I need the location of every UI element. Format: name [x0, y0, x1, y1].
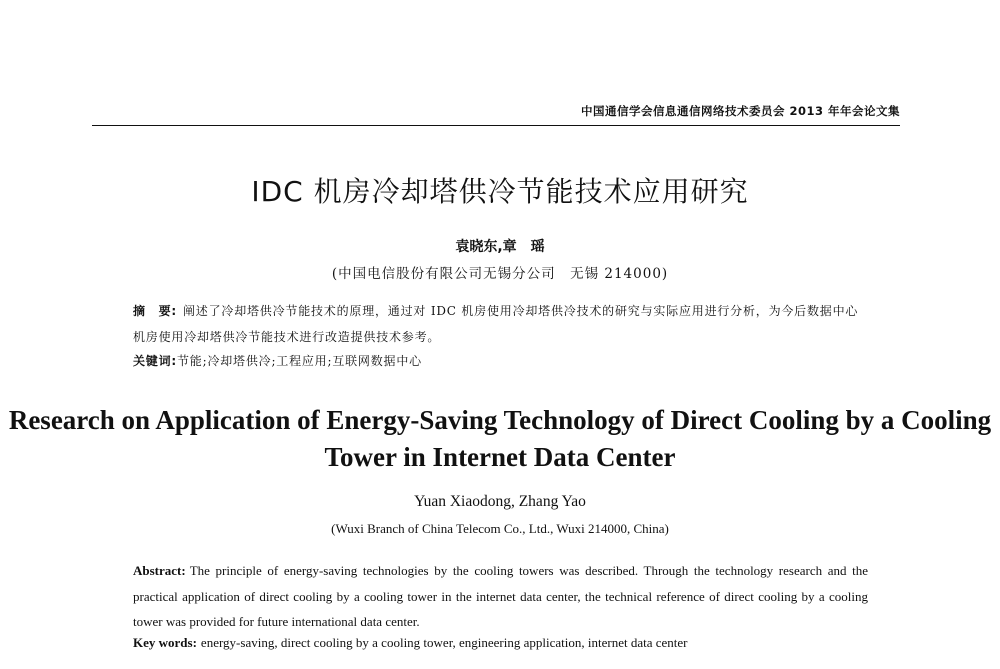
chinese-keywords-text: 节能;冷却塔供冷;工程应用;互联网数据中心 [177, 354, 422, 368]
chinese-authors: 袁晓东,章 瑶 [455, 239, 545, 255]
chinese-abstract [133, 298, 868, 350]
chinese-abstract-label: 摘 要: [133, 304, 177, 318]
chinese-affiliation: (中国电信股份有限公司无锡分公司 无锡 214000) [331, 266, 669, 282]
english-title: Research on Application of Energy-Saving Technology of Direct Cooling by a Cooling Tower in Internet Data Center [8, 405, 992, 472]
chinese-keywords [133, 352, 868, 369]
english-abstract-label: Abstract: [133, 563, 186, 578]
chinese-abstract-text: 阐述了冷却塔供冷节能技术的原理，通过对 IDC 机房使用冷却塔供冷技术的研究与实际应用进行分析，为今后数据中心机房使用冷却塔供冷节能技术进行改造提供技术参考。 [133, 304, 859, 344]
chinese-keywords-label: 关键词: [133, 354, 177, 368]
english-authors: Yuan Xiaodong, Zhang Yao [414, 493, 586, 510]
running-header: 中国通信学会信息通信网络技术委员会 2013 年年会论文集 [580, 104, 900, 118]
header-rule [92, 125, 900, 126]
english-affiliation: (Wuxi Branch of China Telecom Co., Ltd., Wuxi 214000, China) [331, 521, 669, 536]
english-abstract [133, 558, 868, 635]
english-keywords-label: Key words: [133, 635, 197, 650]
english-keywords-text: energy-saving, direct cooling by a cooling tower, engineering application, internet data center [200, 635, 688, 650]
chinese-title: IDC 机房冷却塔供冷节能技术应用研究 [251, 175, 749, 208]
english-abstract-text: The principle of energy-saving technologies by the cooling towers was described. Through the technology research and the practical application of direct cooling by a cooling tower in the internet data center, the technical reference of direct cooling by a cooling tower was provided for future international data center. [133, 563, 868, 629]
english-keywords [133, 635, 868, 651]
